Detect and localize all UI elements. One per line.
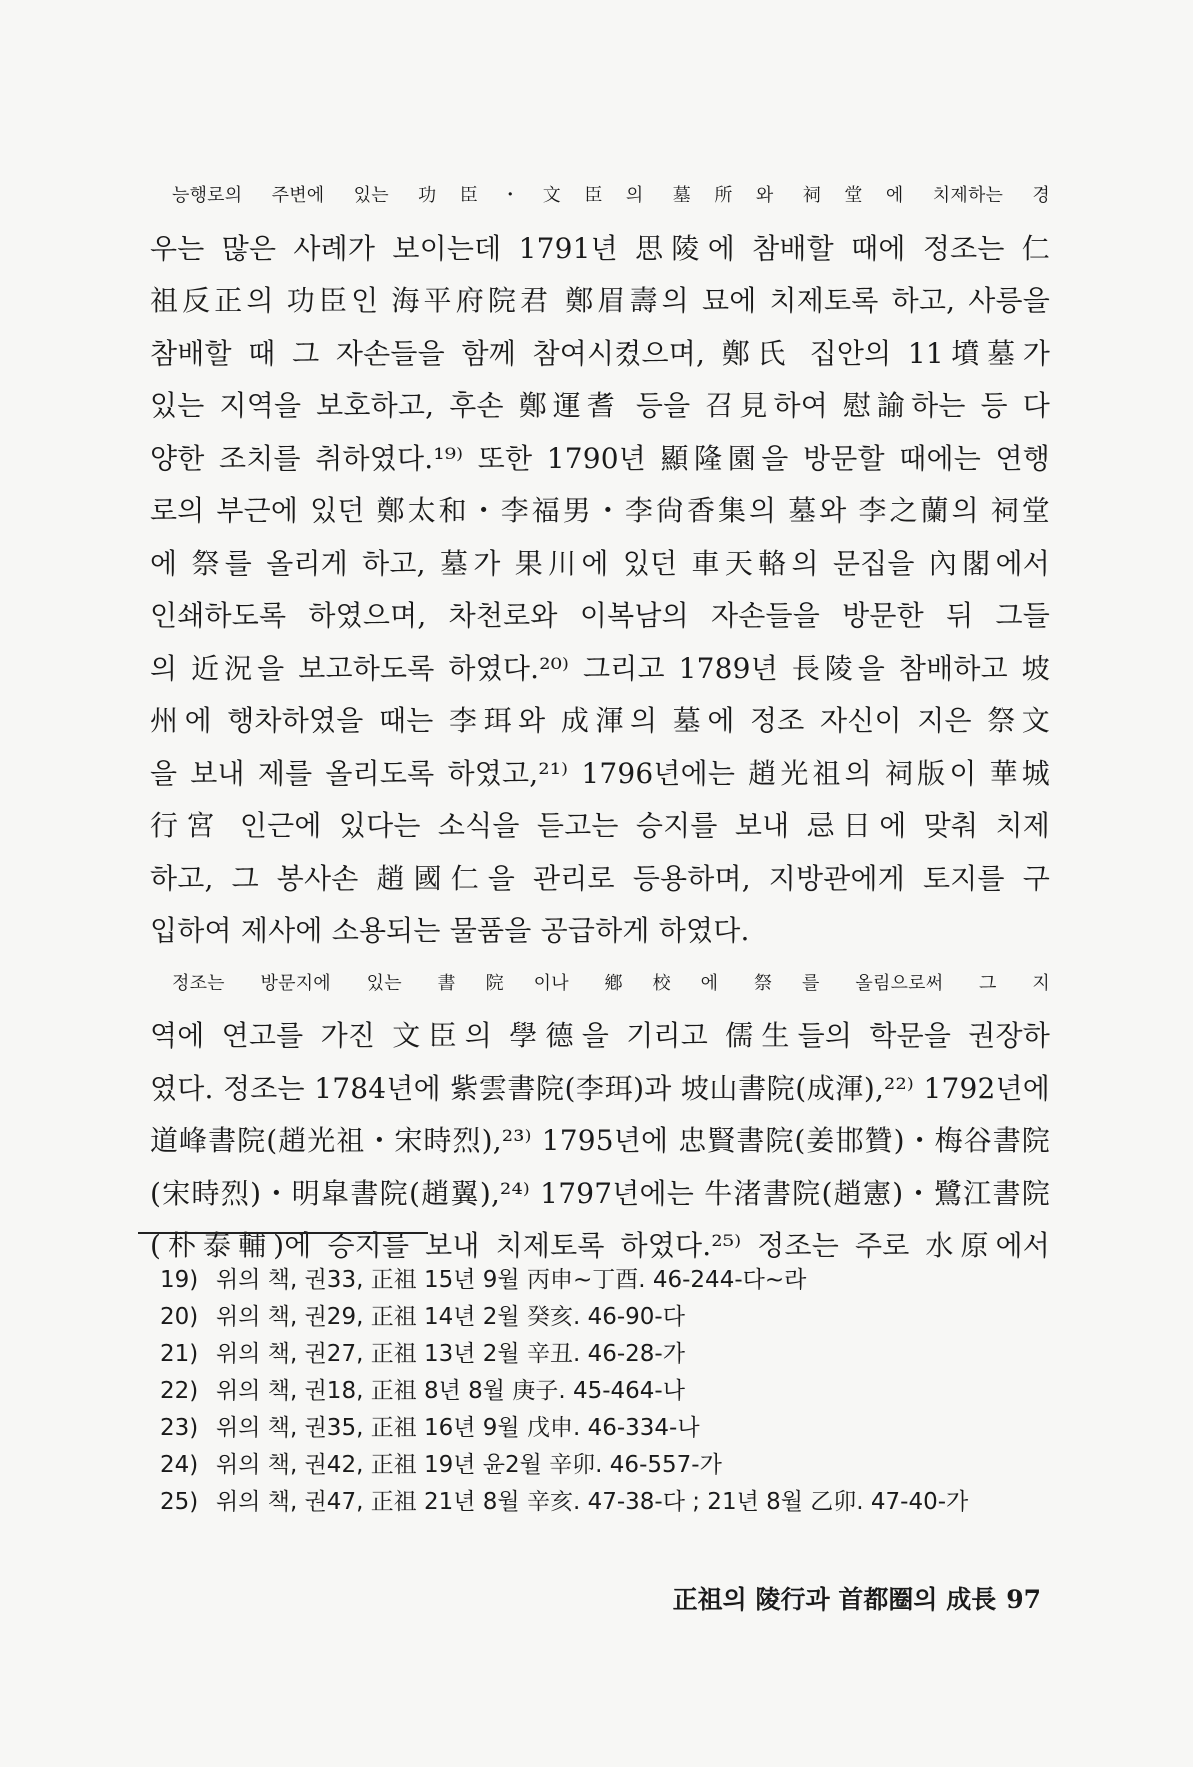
- footnote: [160, 1336, 1040, 1373]
- footnote: [160, 1447, 1040, 1484]
- text-line: 양한 조치를 취하였다.¹⁹⁾ 또한 1790년 顯隆園을 방문할 때에는 연행: [150, 441, 1050, 475]
- body-text: [150, 170, 1050, 1273]
- footnote: [160, 1484, 1040, 1521]
- footnote-text: 위의 책, 권42, 正祖 19년 윤2월 辛卯. 46-557-가: [216, 1452, 722, 1478]
- footnote-number: 21): [160, 1341, 199, 1367]
- footnote-number: 22): [160, 1378, 199, 1404]
- footnote-text: 위의 책, 권47, 正祖 21년 8월 辛亥. 47-38-다 ; 21년 8월 乙卯. 47-40-가: [216, 1489, 969, 1515]
- text-line: 입하여 제사에 소용되는 물품을 공급하게 하였다.: [150, 914, 750, 947]
- text-line: 우는 많은 사례가 보이는데 1791년 思陵에 참배할 때에 정조는 仁: [150, 231, 1050, 265]
- text-line: 行宮 인근에 있다는 소식을 듣고는 승지를 보내 忌日에 맞춰 치제: [150, 809, 1050, 842]
- text-line: 였다. 정조는 1784년에 紫雲書院(李珥)과 坡山書院(成渾),²²⁾ 1792년에: [150, 1071, 1050, 1105]
- text-line: 참배할 때 그 자손들을 함께 참여시켰으며, 鄭氏 집안의 11墳墓가: [150, 336, 1050, 370]
- running-footer: [673, 1580, 1041, 1616]
- text-line: 능행로의 주변에 있는 功臣・文臣의 墓所와 祠堂에 치제하는 경: [172, 185, 1050, 206]
- footnote: [160, 1299, 1040, 1336]
- paragraph-1: [150, 170, 1050, 958]
- footnote-text: 위의 책, 권33, 正祖 15년 9월 丙申~丁酉. 46-244-다~라: [216, 1267, 807, 1293]
- text-line: 있는 지역을 보호하고, 후손 鄭運耆 등을 召見하여 慰諭하는 등 다: [150, 389, 1050, 422]
- footnote-number: 23): [160, 1415, 199, 1441]
- text-line: (朴泰輔)에 승지를 보내 치제토록 하였다.²⁵⁾ 정조는 주로 水原에서: [150, 1229, 1050, 1262]
- text-line: 의 近況을 보고하도록 하였다.²⁰⁾ 그리고 1789년 長陵을 참배하고 坡: [150, 651, 1050, 685]
- footnotes: [160, 1262, 1040, 1521]
- text-line: 을 보내 제를 올리도록 하였고,²¹⁾ 1796년에는 趙光祖의 祠版이 華城: [150, 756, 1050, 790]
- footnote-text: 위의 책, 권27, 正祖 13년 2월 辛丑. 46-28-가: [216, 1341, 685, 1367]
- text-line: (宋時烈)・明皐書院(趙翼),²⁴⁾ 1797년에는 牛渚書院(趙憲)・鷺江書院: [150, 1176, 1050, 1210]
- text-line: 州에 행차하였을 때는 李珥와 成渾의 墓에 정조 자신이 지은 祭文: [150, 704, 1050, 737]
- running-title: 正祖의 陵行과 首都圈의 成長: [672, 1585, 997, 1614]
- text-line: 정조는 방문지에 있는 書院이나 鄕校에 祭를 올림으로써 그 지: [172, 972, 1050, 994]
- footnote-number: 19): [160, 1267, 199, 1293]
- text-line: 에 祭를 올리게 하고, 墓가 果川에 있던 車天輅의 문집을 內閣에서: [150, 546, 1050, 580]
- text-line: 인쇄하도록 하였으며, 차천로와 이복남의 자손들을 방문한 뒤 그들: [150, 599, 1050, 632]
- text-line: 하고, 그 봉사손 趙國仁을 관리로 등용하며, 지방관에게 토지를 구: [150, 861, 1050, 895]
- footnote-number: 24): [160, 1452, 199, 1478]
- page-number: 97: [1006, 1585, 1041, 1614]
- text-line: 祖反正의 功臣인 海平府院君 鄭眉壽의 묘에 치제토록 하고, 사릉을: [150, 284, 1050, 317]
- footnote-number: 20): [160, 1304, 199, 1330]
- footnote: [160, 1373, 1040, 1410]
- footnote-text: 위의 책, 권35, 正祖 16년 9월 戊申. 46-334-나: [216, 1415, 700, 1441]
- footnote: [160, 1262, 1040, 1299]
- footnote-number: 25): [160, 1489, 199, 1515]
- footnote-text: 위의 책, 권29, 正祖 14년 2월 癸亥. 46-90-다: [216, 1304, 685, 1330]
- text-line: 로의 부근에 있던 鄭太和・李福男・李尙香集의 墓와 李之蘭의 祠堂: [150, 494, 1050, 527]
- footnote-divider: [138, 1232, 428, 1234]
- footnote-text: 위의 책, 권18, 正祖 8년 8월 庚子. 45-464-나: [216, 1378, 685, 1404]
- text-line: 道峰書院(趙光祖・宋時烈),²³⁾ 1795년에 忠賢書院(姜邯贊)・梅谷書院: [150, 1124, 1050, 1157]
- text-line: 역에 연고를 가진 文臣의 學德을 기리고 儒生들의 학문을 권장하: [150, 1019, 1050, 1052]
- footnote: [160, 1410, 1040, 1447]
- paragraph-2: [150, 958, 1050, 1273]
